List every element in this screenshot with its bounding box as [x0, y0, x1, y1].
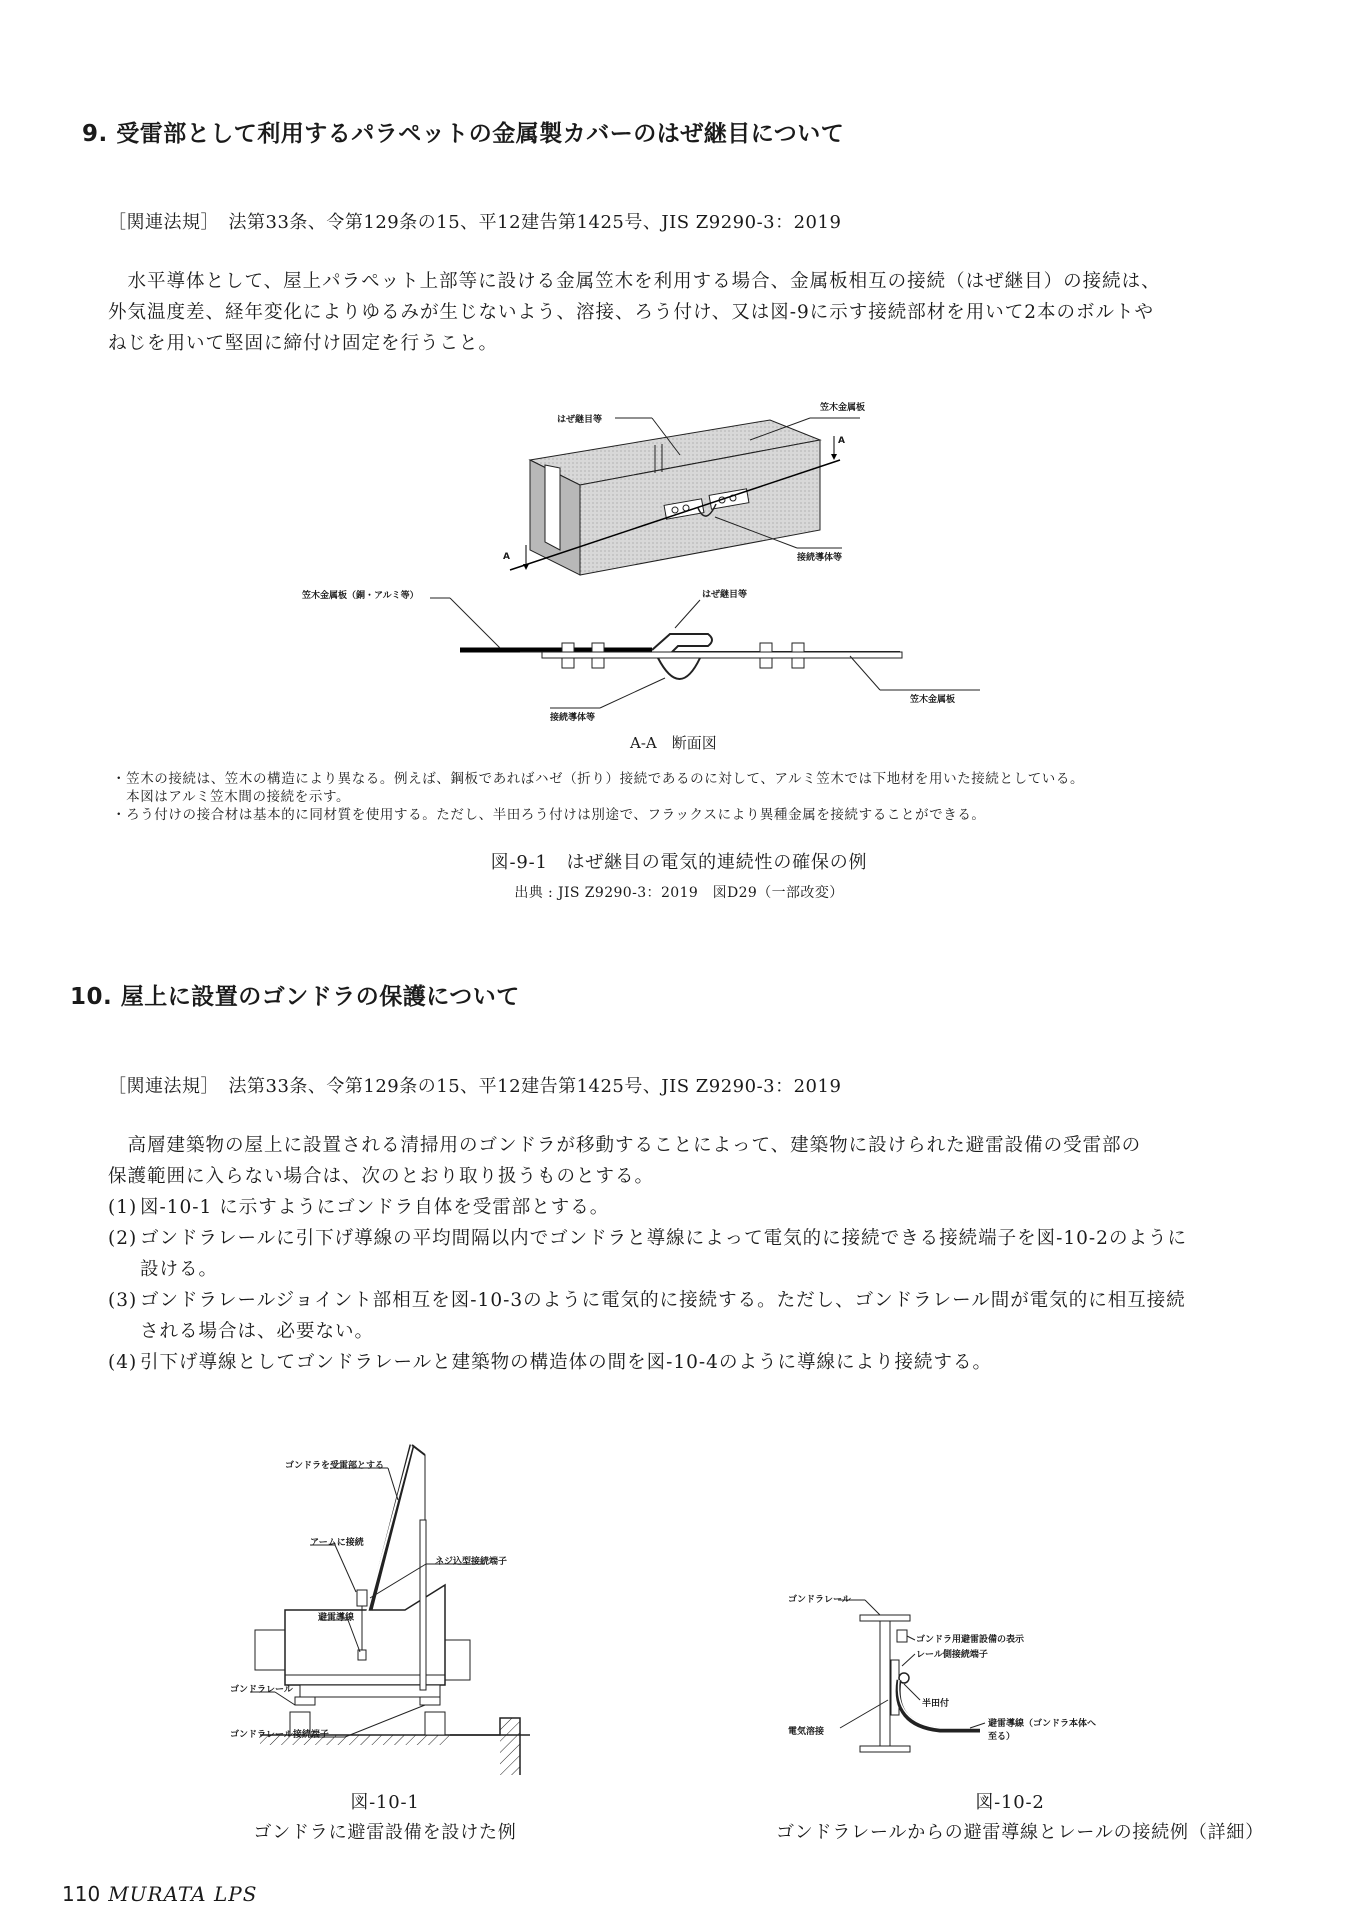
section-10-regulation: ［関連法規］ 法第33条、令第129条の15、平12建告第1425号、JIS Z9290-3：2019	[108, 1076, 842, 1097]
label-rail: ゴンドラレール	[230, 1685, 293, 1695]
label-rail-terminal: ゴンドラレール接続端子	[230, 1730, 329, 1740]
figure-10-2-number: 図-10-2	[975, 1792, 1045, 1813]
figure-9-1-drawing	[280, 390, 980, 720]
note-line: ・笠木の接続は、笠木の構造により異なる。例えば、鋼板であればハゼ（折り）接続であるのに対して、アルミ笠木では下地材を用いた接続としている。	[112, 771, 1085, 787]
section-10-title: 10. 屋上に設置のゴンドラの保護について	[70, 984, 520, 1010]
figure-10-2-caption: ゴンドラレールからの避雷導線とレールの接続例（詳細）	[775, 1822, 1265, 1843]
section-view	[430, 598, 980, 708]
list-line: ゴンドラレールジョイント部相互を図-10-3のように電気的に接続する。ただし、ゴンドラレール間が電気的に相互接続	[140, 1290, 1186, 1311]
section-9-regulation: ［関連法規］ 法第33条、令第129条の15、平12建告第1425号、JIS Z9290-3：2019	[108, 212, 842, 233]
list-item	[108, 1347, 1308, 1378]
figure-10-1-drawing	[230, 1400, 550, 1780]
label-conductor-2: 避雷導線（ゴンドラ本体へ至る）	[988, 1719, 1097, 1742]
label-hazetsugime-top: はぜ継目等	[557, 415, 603, 425]
figure-10-1	[230, 1400, 550, 1780]
note-line: ・ろう付けの接合材は基本的に同材質を使用する。ただし、半田ろう付けは別途で、フラックスにより異種金属を接続することができる。	[112, 807, 986, 823]
body-line: 保護範囲に入らない場合は、次のとおり取り扱うものとする。	[108, 1166, 655, 1187]
label-a-left: A	[503, 552, 510, 562]
label-gondola-receptor: ゴンドラを受雷部とする	[285, 1461, 385, 1471]
label-weld: 電気溶接	[788, 1727, 825, 1737]
list-text	[140, 1223, 1308, 1285]
label-rail-terminal-2: レール側接続端子	[916, 1650, 988, 1660]
label-hazetsugime-mid: はぜ継目等	[702, 590, 748, 600]
label-arm-connect: アームに接続	[310, 1538, 364, 1548]
list-item	[108, 1285, 1308, 1347]
note-line: 本図はアルミ笠木間の接続を示す。	[112, 789, 351, 805]
list-text: 図-10-1 に示すようにゴンドラ自体を受雷部とする。	[140, 1197, 610, 1218]
label-screw-terminal: ネジ込型接続端子	[435, 1557, 508, 1567]
figure-10-2	[780, 1580, 1100, 1780]
label-setsuzoku-top: 接続導体等	[797, 553, 843, 563]
list-line: ゴンドラレールに引下げ導線の平均間隔以内でゴンドラと導線によって電気的に接続できる接続端子を図-10-2のように	[140, 1228, 1187, 1249]
list-number: (2)	[108, 1228, 138, 1249]
list-line: 設ける。	[140, 1259, 219, 1280]
section-view-label: A-A 断面図	[630, 734, 717, 752]
list-text	[140, 1285, 1308, 1347]
body-line: ねじを用いて堅固に締付け固定を行うこと。	[108, 333, 499, 354]
label-solder: 半田付	[922, 1699, 950, 1709]
figure-10-1-caption: ゴンドラに避雷設備を設けた例	[253, 1822, 517, 1843]
figure-9-1	[280, 390, 980, 723]
label-kasagi-right: 笠木金属板	[910, 695, 956, 705]
label-rail-2: ゴンドラレール	[788, 1595, 851, 1605]
list-number: (1)	[108, 1197, 138, 1218]
figure-9-1-source: 出典 : JIS Z9290-3：2019 図D29（一部改変）	[514, 885, 844, 901]
page-footer	[62, 1882, 257, 1906]
brand-name: MURATA LPS	[108, 1882, 258, 1906]
label-setsuzoku-bottom: 接続導体等	[550, 713, 596, 723]
body-line: 高層建築物の屋上に設置される清掃用のゴンドラが移動することによって、建築物に設けられた避雷設備の受雷部の	[108, 1135, 1142, 1156]
list-line: される場合は、必要ない。	[140, 1321, 375, 1342]
label-display: ゴンドラ用避雷設備の表示	[916, 1635, 1025, 1645]
list-number: (4)	[108, 1352, 138, 1373]
label-conductor: 避雷導線	[318, 1613, 355, 1623]
section-9-title: 9. 受雷部として利用するパラペットの金属製カバーのはぜ継目について	[82, 121, 845, 147]
figure-9-1-caption: 図-9-1 はぜ継目の電気的連続性の確保の例	[490, 852, 868, 873]
figure-10-1-number: 図-10-1	[350, 1792, 420, 1813]
figure-10-2-drawing	[780, 1580, 1100, 1780]
page-number: 110	[62, 1882, 101, 1906]
label-kasagi-left: 笠木金属板（銅・アルミ等）	[302, 591, 419, 601]
body-line: 外気温度差、経年変化によりゆるみが生じないよう、溶接、ろう付け、又は図-9に示す接続部材を用いて2本のボルトや	[108, 302, 1155, 323]
body-line: 水平導体として、屋上パラペット上部等に設ける金属笠木を利用する場合、金属板相互の接続（はぜ継目）の接続は、	[108, 271, 1161, 292]
section-10-body	[108, 1130, 1308, 1378]
section-9-body	[108, 266, 1308, 359]
figure-9-notes	[112, 770, 1312, 824]
list-number: (3)	[108, 1290, 138, 1311]
list-item	[108, 1223, 1308, 1285]
label-a-right: A	[838, 436, 845, 446]
list-item	[108, 1192, 1308, 1223]
label-kasagi-top: 笠木金属板	[820, 403, 866, 413]
list-text: 引下げ導線としてゴンドラレールと建築物の構造体の間を図-10-4のように導線により接続する。	[140, 1352, 992, 1373]
kasagi-perspective	[510, 420, 843, 575]
